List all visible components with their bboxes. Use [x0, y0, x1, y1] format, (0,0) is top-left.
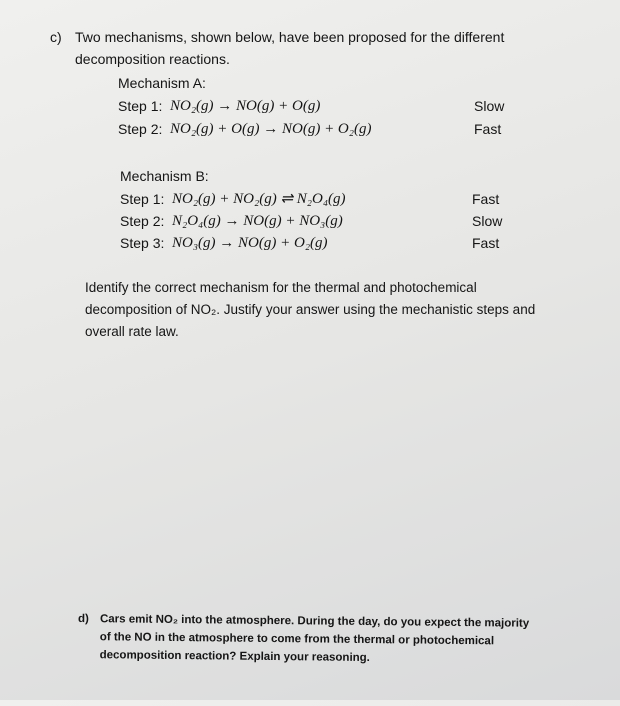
- part-d-line-1: Cars emit NO₂ into the atmosphere. During the day, do you expect the majority: [99, 613, 530, 630]
- mech-a-step1-label: Step 1:: [118, 98, 163, 114]
- mech-a-step2-label: Step 2:: [118, 121, 163, 137]
- mech-b-step3-label: Step 3:: [120, 235, 165, 251]
- mech-b-step2-label: Step 2:: [120, 213, 165, 229]
- mech-b-step1-label: Step 1:: [120, 191, 165, 207]
- mechanism-a-title: Mechanism A:: [118, 75, 206, 91]
- part-d-label: d): [77, 612, 89, 626]
- part-d-line-2: of the NO in the atmosphere to come from the thermal or photochemical: [99, 631, 495, 648]
- mech-b-step2-rate: Slow: [472, 213, 503, 229]
- mech-a-step2-equation: NO₂(g) + O(g) → NO(g) + O₂(g): [170, 121, 372, 137]
- mech-b-step1-equation: NO₂(g) + NO₂(g) ⇌ N₂O₄(g): [172, 191, 346, 207]
- mech-a-step1-equation: NO₂(g) → NO(g) + O(g): [170, 98, 321, 114]
- mech-b-step1-rate: Fast: [472, 191, 500, 207]
- question-line-2: decomposition of NO₂. Justify your answer using the mechanistic steps and: [85, 302, 536, 317]
- mech-a-step1-rate: Slow: [474, 98, 505, 114]
- mech-b-step3-equation: NO₃(g) → NO(g) + O₂(g): [172, 235, 328, 251]
- part-d-line-3: decomposition reaction? Explain your reasoning.: [99, 649, 370, 665]
- question-line-3: overall rate law.: [85, 324, 179, 339]
- intro-line-1: Two mechanisms, shown below, have been proposed for the different: [75, 29, 505, 45]
- mech-b-step3-rate: Fast: [472, 235, 500, 251]
- intro-line-2: decomposition reactions.: [75, 51, 230, 67]
- mechanism-b-title: Mechanism B:: [120, 168, 209, 184]
- mech-b-step2-equation: N₂O₄(g) → NO(g) + NO₃(g): [172, 213, 343, 229]
- mech-a-step2-rate: Fast: [474, 121, 502, 137]
- question-line-1: Identify the correct mechanism for the thermal and photochemical: [85, 280, 477, 295]
- part-c-label: c): [50, 29, 62, 45]
